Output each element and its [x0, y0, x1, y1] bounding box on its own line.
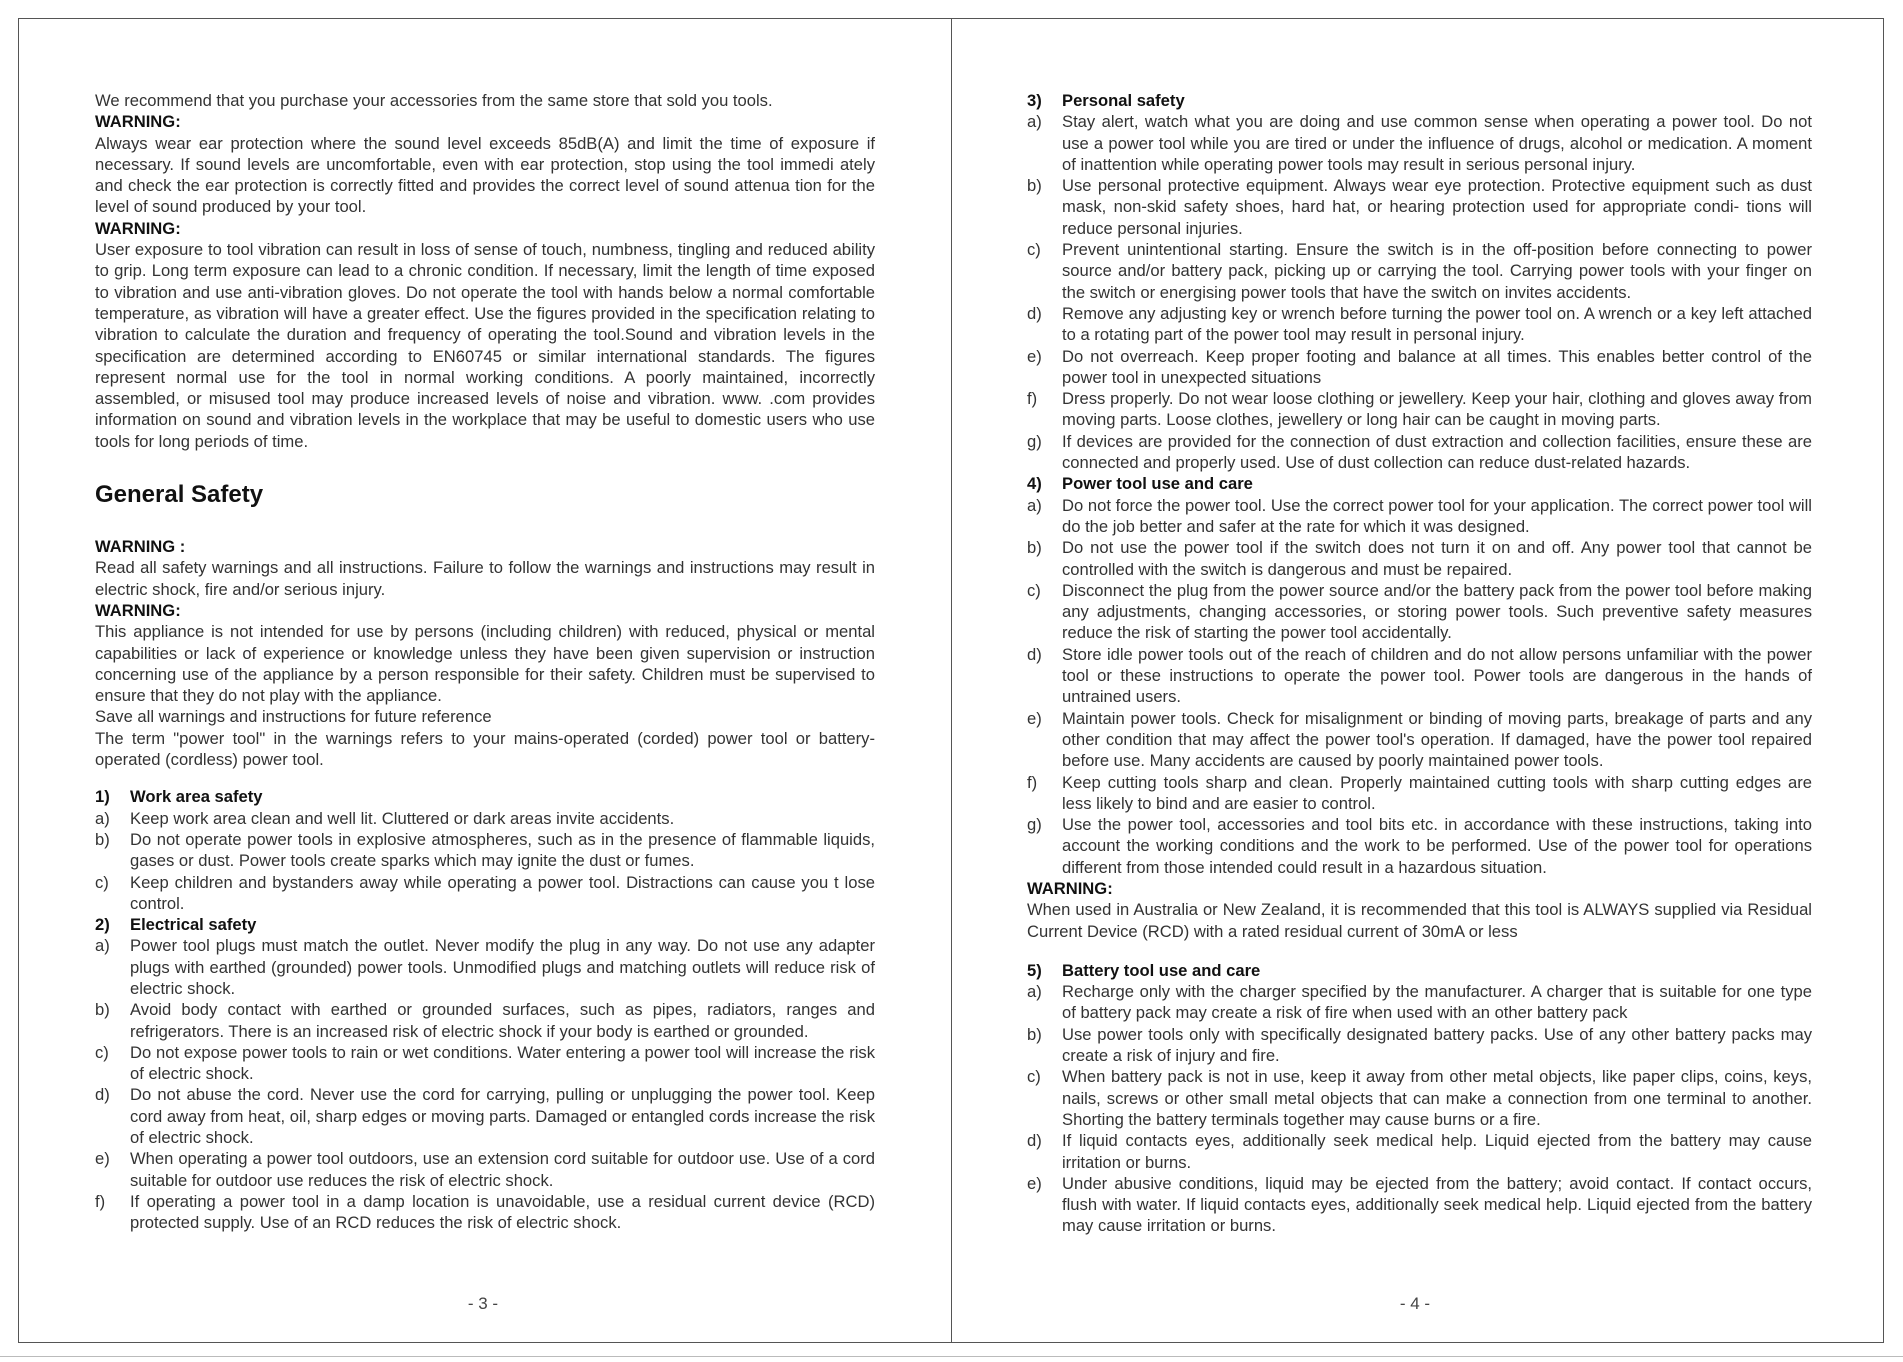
item-text: Avoid body contact with earthed or grounded surfaces, such as pipes, radiators, ranges and refrigerators. There is an increased risk of electric shock if your body is earthed or grounded. — [130, 1000, 875, 1041]
power-tool-term-text: The term "power tool" in the warnings refers to your mains-operated (corded) power tool or battery-operated (cordless) power tool. — [95, 728, 875, 770]
section-number: 1) — [95, 787, 110, 807]
list-item — [95, 1084, 875, 1148]
item-text: If liquid contacts eyes, additionally seek medical help. Liquid ejected from the battery may cause irritation or burns. — [1062, 1131, 1812, 1172]
list-item — [1027, 1173, 1812, 1237]
section-title: Power tool use and care — [1062, 474, 1253, 494]
warning-label: WARNING: — [95, 218, 181, 238]
item-marker: f) — [95, 1191, 106, 1211]
item-text: Disconnect the plug from the power source and/or the battery pack from the power tool before making any adjustments, changing accessories, or storing power tools. Such preventive safety measures reduce the risk of starting the power tool accidentally. — [1062, 580, 1812, 643]
item-marker: a) — [1027, 112, 1042, 132]
page-divider — [951, 18, 952, 1343]
bottom-rule — [0, 1356, 1903, 1357]
item-text: Stay alert, watch what you are doing and use common sense when operating a power tool. Do not use a power tool while you are tired or under the influence of drugs, alcohol or medication. A moment of inattention while operating power tools may result in serious personal injury. — [1062, 112, 1812, 174]
item-text: Keep cutting tools sharp and clean. Properly maintained cutting tools with sharp cutting edges are less likely to bind and are easier to control. — [1062, 772, 1812, 813]
section-number: 5) — [1027, 960, 1042, 980]
item-marker: d) — [95, 1085, 110, 1105]
section-number: 3) — [1027, 91, 1042, 110]
rcd-warning: When used in Australia or New Zealand, it is recommended that this tool is ALWAYS supplied via Residual Current Device (RCD) with a rated residual current of 30mA or less — [1027, 900, 1812, 941]
item-text: Do not operate power tools in explosive atmospheres, such as in the presence of flammable liquids, gases or dust. Power tools create sparks which may ignite the dust or fumes. — [130, 829, 875, 871]
item-text: Do not force the power tool. Use the correct power tool for your application. The correct power tool will do the job better and safer at the rate for which it was designed. — [1062, 495, 1812, 536]
section-heading — [1027, 960, 1812, 981]
left-page — [95, 90, 875, 1234]
list-item — [1027, 346, 1812, 389]
general-safety-heading: General Safety — [95, 481, 264, 509]
item-marker: c) — [95, 1042, 109, 1062]
item-marker: c) — [1027, 1067, 1041, 1087]
list-item — [1027, 772, 1812, 815]
section-heading — [1027, 90, 1812, 111]
item-marker: d) — [1027, 1131, 1042, 1151]
item-marker: c) — [1027, 580, 1041, 600]
item-text: Do not use the power tool if the switch does not turn it on and off. Any power tool that cannot be controlled with the switch is dangerous and must be repaired. — [1062, 538, 1812, 579]
warning-label: WARNING: — [1027, 878, 1113, 898]
save-instructions-text: Save all warnings and instructions for future reference — [95, 707, 492, 727]
section-heading — [95, 786, 875, 807]
item-text: Maintain power tools. Check for misalignment or binding of moving parts, breakage of parts and any other condition that may affect the power tool's operation. If damaged, have the power tool repaired before use. Many accidents are caused by poorly maintained power tools. — [1062, 708, 1812, 771]
section-heading — [1027, 473, 1812, 494]
read-instructions-warning: Read all safety warnings and all instructions. Failure to follow the warnings and instructions may result in electric shock, fire and/or serious injury. — [95, 558, 875, 599]
item-text: Use the power tool, accessories and tool bits etc. in accordance with these instructions, taking into account the working conditions and the work to be performed. Use of the power tool for operations different from those intended could result in a hazardous situation. — [1062, 815, 1812, 877]
intro-text: We recommend that you purchase your accessories from the same store that sold you tools. — [95, 91, 773, 110]
item-marker: b) — [1027, 538, 1042, 558]
section-title: Work area safety — [130, 787, 263, 807]
list-item — [1027, 239, 1812, 303]
list-item — [1027, 537, 1812, 580]
item-text: Prevent unintentional starting. Ensure the switch is in the off-position before connecting to power source and/or battery pack, picking up or carrying the tool. Carrying power tools with your finger on the switch or energising power tools that have the switch on invites accidents. — [1062, 240, 1812, 302]
item-marker: b) — [95, 829, 110, 849]
item-marker: f) — [1027, 389, 1038, 409]
list-item — [95, 1042, 875, 1085]
list-item — [95, 1191, 875, 1234]
item-text: Keep children and bystanders away while operating a power tool. Distractions can cause you t lose control. — [130, 872, 875, 913]
section-number: 2) — [95, 915, 110, 935]
item-text: Power tool plugs must match the outlet. Never modify the plug in any way. Do not use any adapter plugs with earthed (grounded) power tools. Unmodified plugs and matching outlets will reduce risk of electric shock. — [130, 936, 875, 998]
list-item — [1027, 111, 1812, 175]
item-marker: a) — [1027, 982, 1042, 1002]
section-title: Battery tool use and care — [1062, 960, 1261, 980]
page-number: - 4 - — [1399, 1294, 1431, 1313]
item-marker: g) — [1027, 815, 1042, 835]
vibration-warning: User exposure to tool vibration can result in loss of sense of touch, numbness, tingling and reduced ability to grip. Long term exposure can lead to a chronic condition. If necessary, limit the length of time exposed to vibration and use anti-vibration gloves. Do not operate the tool with hands below a normal comfortable temperature, as vibration will have a greater effect. Use the figures provided in the specification relating to vibration to calculate the duration and frequency of operating the tool.Sound and vibration levels in the specification are determined according to EN60745 or similar international standards. The figures represent normal use for the tool in normal working conditions. A poorly maintained, incorrectly assembled, or misused tool may produce increased levels of noise and vibration. www. .com provides information on sound and vibration levels in the workplace that may be useful to domestic users who use tools for long periods of time. — [95, 240, 875, 451]
item-text: Dress properly. Do not wear loose clothing or jewellery. Keep your hair, clothing and gloves away from moving parts. Loose clothes, jewellery or long hair can be caught in moving parts. — [1062, 389, 1812, 430]
list-item — [1027, 303, 1812, 346]
item-marker: d) — [1027, 644, 1042, 664]
list-item — [95, 1148, 875, 1191]
list-item — [95, 808, 875, 829]
item-marker: a) — [95, 808, 110, 828]
item-text: Do not abuse the cord. Never use the cord for carrying, pulling or unplugging the power tool. Keep cord away from heat, oil, sharp edges or moving parts. Damaged or entangled cords increase the risk of electric shock. — [130, 1085, 875, 1148]
right-page — [1027, 90, 1812, 1237]
warning-label: WARNING: — [95, 112, 181, 132]
list-item — [1027, 644, 1812, 708]
item-marker: e) — [95, 1149, 110, 1169]
item-marker: e) — [1027, 1173, 1042, 1193]
item-text: Use power tools only with specifically designated battery packs. Use of any other battery packs may create a risk of injury and fire. — [1062, 1024, 1812, 1066]
list-item — [95, 935, 875, 999]
item-text: Store idle power tools out of the reach of children and do not allow persons unfamiliar with the power tool or these instructions to operate the power tool. Power tools are dangerous in the hands of untrained users. — [1062, 644, 1812, 707]
list-item — [1027, 981, 1812, 1024]
item-text: Under abusive conditions, liquid may be ejected from the battery; avoid contact. If contact occurs, flush with water. If liquid contacts eyes, additionally seek medical help. Liquid ejected from the battery may cause irritation or burns. — [1062, 1173, 1812, 1236]
page-number: - 3 - — [467, 1294, 499, 1313]
item-marker: a) — [1027, 495, 1042, 515]
list-item — [1027, 431, 1812, 474]
section-heading — [95, 914, 875, 935]
item-text: When operating a power tool outdoors, use an extension cord suitable for outdoor use. Use of a cord suitable for outdoor use reduces the risk of electric shock. — [130, 1149, 875, 1190]
item-text: Do not overreach. Keep proper footing and balance at all times. This enables better control of the power tool in unexpected situations — [1062, 346, 1812, 387]
section-title: Electrical safety — [130, 915, 257, 935]
list-item — [1027, 495, 1812, 538]
item-text: If devices are provided for the connection of dust extraction and collection facilities, ensure these are connected and properly used. Use of dust collection can reduce dust-related hazards. — [1062, 431, 1812, 473]
item-text: Remove any adjusting key or wrench before turning the power tool on. A wrench or a key left attached to a rotating part of the power tool may result in personal injury. — [1062, 303, 1812, 345]
ear-protection-warning: Always wear ear protection where the sound level exceeds 85dB(A) and limit the time of exposure if necessary. If sound levels are uncomfortable, even with ear protection, stop using the tool immedi ately and check the ear protection is correctly fitted and provides the correct level of sound attenua tion for the level of sound produced by your tool. — [95, 133, 875, 217]
item-marker: b) — [95, 1000, 110, 1020]
item-marker: d) — [1027, 303, 1042, 323]
item-marker: g) — [1027, 431, 1042, 451]
list-item — [1027, 175, 1812, 239]
item-text: If operating a power tool in a damp location is unavoidable, use a residual current device (RCD) protected supply. Use of an RCD reduces the risk of electric shock. — [130, 1191, 875, 1233]
item-marker: f) — [1027, 772, 1038, 792]
item-marker: e) — [1027, 708, 1042, 728]
item-marker: a) — [95, 936, 110, 956]
list-item — [95, 872, 875, 915]
list-item — [1027, 1066, 1812, 1130]
appliance-use-warning: This appliance is not intended for use by persons (including children) with reduced, physical or mental capabilities or lack of experience or knowledge unless they have been given supervision or instruction concerning use of the appliance by a person responsible for their safety. Children must be supervised to ensure that they do not play with the appliance. — [95, 622, 875, 706]
list-item — [95, 829, 875, 872]
item-marker: b) — [1027, 176, 1042, 196]
list-item — [1027, 388, 1812, 431]
item-text: Recharge only with the charger specified by the manufacturer. A charger that is suitable for one type of battery pack may create a risk of fire when used with an other battery pack — [1062, 982, 1812, 1023]
list-item — [1027, 1024, 1812, 1067]
list-item — [95, 999, 875, 1042]
item-text: Use personal protective equipment. Always wear eye protection. Protective equipment such as dust mask, non-skid safety shoes, hard hat, or hearing protection used for appropriate condi- tions will reduce personal injuries. — [1062, 176, 1812, 238]
list-item — [1027, 580, 1812, 644]
item-text: Keep work area clean and well lit. Cluttered or dark areas invite accidents. — [130, 808, 675, 828]
section-title: Personal safety — [1062, 91, 1185, 110]
section-number: 4) — [1027, 474, 1042, 494]
item-marker: c) — [95, 872, 109, 892]
item-text: When battery pack is not in use, keep it away from other metal objects, like paper clips, coins, keys, nails, screws or other small metal objects that can make a connection from one terminal to another. Shorting the battery terminals together may cause burns or a fire. — [1062, 1067, 1812, 1129]
item-text: Do not expose power tools to rain or wet conditions. Water entering a power tool will increase the risk of electric shock. — [130, 1042, 875, 1084]
item-marker: b) — [1027, 1024, 1042, 1044]
warning-label: WARNING : — [95, 537, 186, 557]
list-item — [1027, 1130, 1812, 1173]
item-marker: e) — [1027, 346, 1042, 366]
list-item — [1027, 814, 1812, 878]
list-item — [1027, 708, 1812, 772]
warning-label: WARNING: — [95, 600, 181, 620]
item-marker: c) — [1027, 240, 1041, 260]
